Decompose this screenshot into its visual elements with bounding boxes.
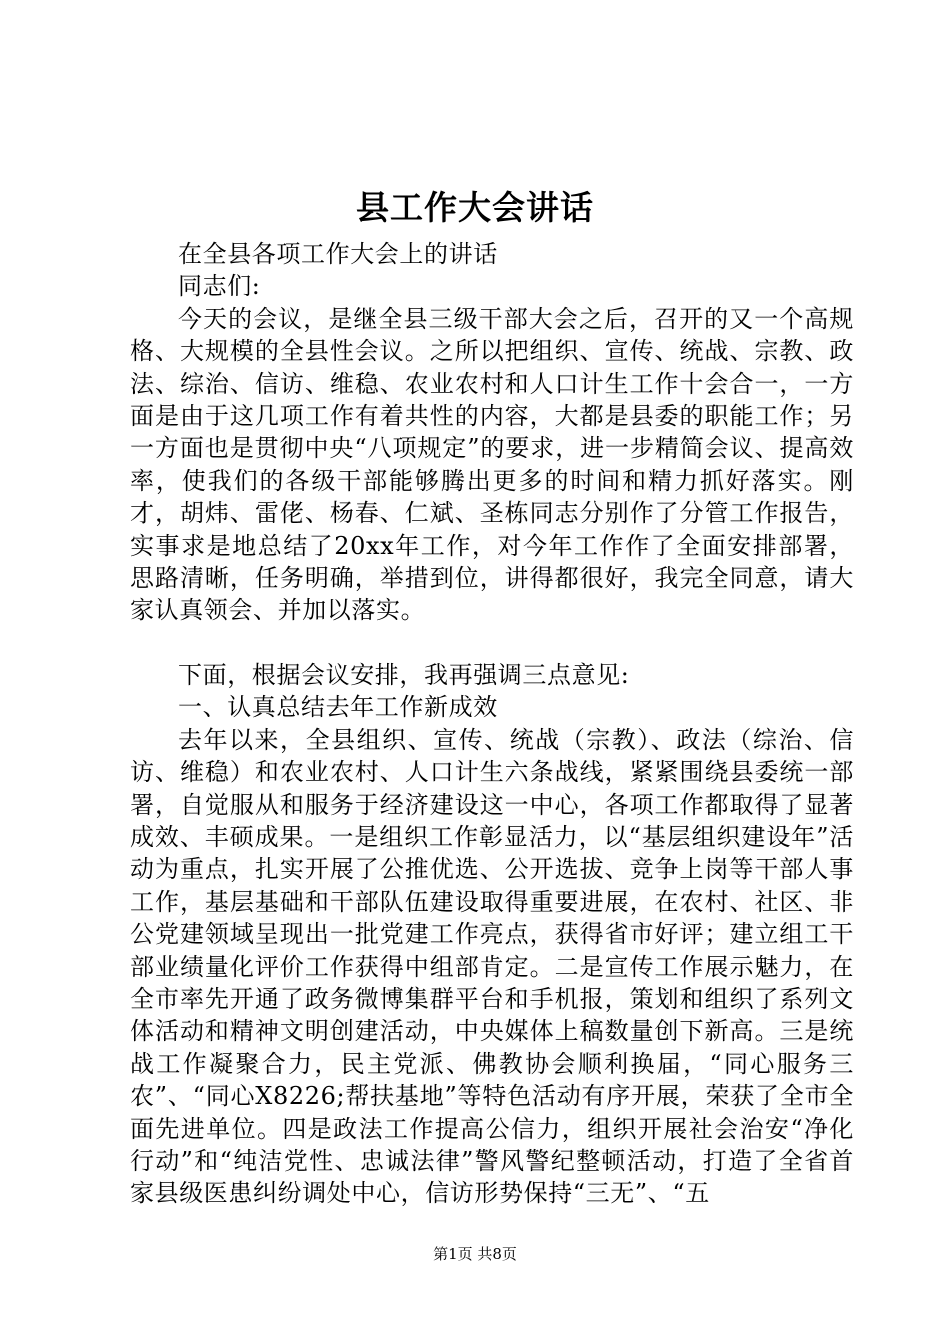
body-paragraph-intro: 今天的会议，是继全县三级干部大会之后，召开的又一个高规格、大规模的全县性会议。之所以把组织、宣传、统战、宗教、政法、综治、信访、维稳、农业农村和人口计生工作十会合一，一方面是由于这几项工作有着共性的内容，大都是县委的职能工作；另一方面也是贯彻中央“八项规定”的要求，进一步精简会议、提高效率，使我们的各级干部能够腾出更多的时间和精力抓好落实。刚才，胡炜、雷佬、杨春、仁斌、圣栋同志分别作了分管工作报告，实事求是地总结了20xx年工作，对今年工作作了全面安排部署，思路清晰，任务明确，举措到位，讲得都很好，我完全同意，请大家认真领会、并加以落实。 bbox=[130, 304, 854, 625]
document-body bbox=[130, 238, 854, 1210]
body-paragraph-transition: 下面，根据会议安排，我再强调三点意见: bbox=[178, 660, 630, 689]
page-footer: 第1页 共8页 bbox=[433, 1245, 517, 1263]
speech-subtitle: 在全县各项工作大会上的讲话 bbox=[178, 240, 498, 268]
section-heading-1: 一、认真总结去年工作新成效 bbox=[178, 693, 498, 722]
salutation: 同志们: bbox=[178, 272, 261, 301]
document-title: 县工作大会讲话 bbox=[356, 188, 594, 227]
body-paragraph-achievements: 去年以来，全县组织、宣传、统战（宗教）、政法（综治、信访、维稳）和农业农村、人口计生六条战线，紧紧围绕县委统一部署，自觉服从和服务于经济建设这一中心，各项工作都取得了显著成效、丰硕成果。一是组织工作彰显活力，以“基层组织建设年”活动为重点，扎实开展了公推优选、公开选拔、竞争上岗等干部人事工作，基层基础和干部队伍建设取得重要进展，在农村、社区、非公党建领域呈现出一批党建工作亮点，获得省市好评；建立组工干部业绩量化评价工作获得中组部肯定。二是宣传工作展示魅力，在全市率先开通了政务微博集群平台和手机报，策划和组织了系列文体活动和精神文明创建活动，中央媒体上稿数量创下新高。三是统战工作凝聚合力，民主党派、佛教协会顺利换届，“同心服务三农”、“同心X8226;帮扶基地”等特色活动有序开展，荣获了全市全面先进单位。四是政法工作提高公信力，组织开展社会治安“净化行动”和“纯洁党性、忠诚法律”警风警纪整顿活动，打造了全省首家县级医患纠纷调处中心，信访形势保持“三无”、“五 bbox=[130, 725, 854, 1208]
